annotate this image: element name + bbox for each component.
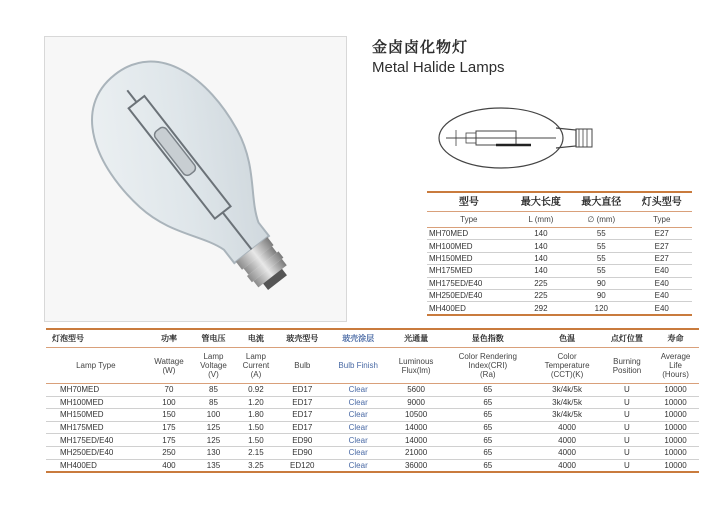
table-cell: Clear xyxy=(327,459,389,472)
header-line: (A) xyxy=(250,370,262,379)
table-cell: 21000 xyxy=(389,446,443,459)
table-row xyxy=(46,384,699,397)
table-cell: 175 xyxy=(146,421,193,434)
table-cell: 4000 xyxy=(532,434,601,447)
table-cell: ED17 xyxy=(277,396,327,409)
table-cell: U xyxy=(602,384,652,397)
main-header-en xyxy=(235,348,277,384)
table-cell: 65 xyxy=(443,434,532,447)
table-cell: MH400ED xyxy=(427,302,511,315)
main-header-cn: 管电压 xyxy=(192,329,234,348)
main-header-en xyxy=(277,348,327,384)
table-cell: E40 xyxy=(632,277,692,289)
table-row xyxy=(427,228,692,240)
main-header-en xyxy=(46,348,146,384)
table-cell: 90 xyxy=(571,289,631,301)
table-cell: Clear xyxy=(327,421,389,434)
table-cell: E40 xyxy=(632,302,692,315)
table-cell: 55 xyxy=(571,228,631,240)
table-cell: Clear xyxy=(327,396,389,409)
spec-header-cn: 最大直径 xyxy=(571,192,631,212)
table-cell: 85 xyxy=(192,396,234,409)
table-cell: MH175ED/E40 xyxy=(46,434,146,447)
table-cell: 1.80 xyxy=(235,409,277,422)
table-cell: 55 xyxy=(571,240,631,252)
page-title-english: Metal Halide Lamps xyxy=(372,59,505,76)
table-cell: 65 xyxy=(443,384,532,397)
main-header-cn: 色温 xyxy=(532,329,601,348)
table-cell: Clear xyxy=(327,434,389,447)
table-row xyxy=(46,446,699,459)
main-header-cn: 点灯位置 xyxy=(602,329,652,348)
spec-header-en-row xyxy=(427,212,692,228)
table-cell: 125 xyxy=(192,434,234,447)
main-header-cn: 玻壳涂层 xyxy=(327,329,389,348)
main-header-cn: 功率 xyxy=(146,329,193,348)
table-cell: 9000 xyxy=(389,396,443,409)
spec-header-en: L (mm) xyxy=(511,212,571,228)
lamp-outline-diagram xyxy=(436,103,601,173)
table-cell: MH150MED xyxy=(427,252,511,264)
table-cell: 2.15 xyxy=(235,446,277,459)
table-cell: 90 xyxy=(571,277,631,289)
table-cell: 4000 xyxy=(532,459,601,472)
table-cell: 140 xyxy=(511,240,571,252)
table-cell: U xyxy=(602,446,652,459)
table-row xyxy=(46,434,699,447)
dimension-spec-table xyxy=(427,191,692,316)
main-header-cn: 电流 xyxy=(235,329,277,348)
table-cell: 175 xyxy=(146,434,193,447)
table-cell: E40 xyxy=(632,289,692,301)
header-line: Lamp Type xyxy=(76,361,116,370)
table-cell: 10000 xyxy=(652,421,699,434)
table-cell: 10500 xyxy=(389,409,443,422)
table-cell: 10000 xyxy=(652,446,699,459)
table-cell: 3k/4k/5k xyxy=(532,396,601,409)
table-cell: 65 xyxy=(443,459,532,472)
header-line: Burning xyxy=(613,356,641,366)
table-cell: 65 xyxy=(443,396,532,409)
table-cell: Clear xyxy=(327,384,389,397)
table-cell: U xyxy=(602,396,652,409)
header-line: Index(CRI) xyxy=(468,361,508,370)
main-header-cn: 灯泡型号 xyxy=(46,329,146,348)
table-cell: 10000 xyxy=(652,384,699,397)
main-header-en xyxy=(327,348,389,384)
table-cell: 140 xyxy=(511,228,571,240)
header-line: Color Rendering xyxy=(458,352,517,361)
lamp-specification-table xyxy=(46,328,699,473)
table-cell: MH100MED xyxy=(46,396,146,409)
table-cell: 100 xyxy=(146,396,193,409)
table-row xyxy=(427,302,692,315)
table-cell: E27 xyxy=(632,228,692,240)
header-line: Lamp xyxy=(245,352,266,361)
main-header-en xyxy=(389,348,443,384)
table-row xyxy=(427,277,692,289)
table-cell: U xyxy=(602,434,652,447)
table-cell: MH70MED xyxy=(427,228,511,240)
table-cell: 4000 xyxy=(532,421,601,434)
main-header-en xyxy=(146,348,193,384)
header-line: Position xyxy=(612,365,642,375)
table-row xyxy=(46,396,699,409)
table-cell: 3k/4k/5k xyxy=(532,409,601,422)
table-cell: 14000 xyxy=(389,434,443,447)
main-header-en xyxy=(443,348,532,384)
table-cell: U xyxy=(602,421,652,434)
table-cell: 70 xyxy=(146,384,193,397)
header-line: Flux(lm) xyxy=(401,365,431,375)
table-cell: 225 xyxy=(511,289,571,301)
table-cell: 14000 xyxy=(389,421,443,434)
table-cell: MH70MED xyxy=(46,384,146,397)
table-cell: 65 xyxy=(443,421,532,434)
metal-halide-lamp-image xyxy=(45,37,346,321)
table-row xyxy=(46,459,699,472)
header-line: Life xyxy=(669,361,682,370)
header-line: Bulb Finish xyxy=(338,361,378,370)
table-cell: 135 xyxy=(192,459,234,472)
header-line: Wattage xyxy=(154,356,184,366)
table-cell: 10000 xyxy=(652,409,699,422)
table-row xyxy=(427,289,692,301)
header-line: Voltage xyxy=(200,361,227,370)
table-cell: 100 xyxy=(192,409,234,422)
header-line: (Ra) xyxy=(480,370,496,379)
table-cell: 10000 xyxy=(652,396,699,409)
table-cell: Clear xyxy=(327,409,389,422)
spec-header-cn: 灯头型号 xyxy=(632,192,692,212)
table-row xyxy=(427,265,692,277)
table-cell: 65 xyxy=(443,409,532,422)
spec-header-cn: 型号 xyxy=(427,192,511,212)
spec-header-cn: 最大长度 xyxy=(511,192,571,212)
table-cell: 400 xyxy=(146,459,193,472)
table-cell: 3.25 xyxy=(235,459,277,472)
table-cell: 0.92 xyxy=(235,384,277,397)
table-cell: MH150MED xyxy=(46,409,146,422)
table-row xyxy=(46,409,699,422)
table-cell: 140 xyxy=(511,252,571,264)
header-line: (Hours) xyxy=(662,370,689,379)
spec-header-en: Type xyxy=(427,212,511,228)
table-cell: 5600 xyxy=(389,384,443,397)
table-cell: 10000 xyxy=(652,459,699,472)
spec-header-en: Type xyxy=(632,212,692,228)
table-cell: ED17 xyxy=(277,409,327,422)
table-row xyxy=(427,252,692,264)
table-cell: E27 xyxy=(632,240,692,252)
header-line: Luminous xyxy=(398,356,434,366)
main-header-cn: 玻壳型号 xyxy=(277,329,327,348)
table-cell: Clear xyxy=(327,446,389,459)
main-header-en xyxy=(602,348,652,384)
main-header-en xyxy=(192,348,234,384)
header-line: Lamp xyxy=(203,352,224,361)
table-cell: 292 xyxy=(511,302,571,315)
table-cell: 250 xyxy=(146,446,193,459)
table-cell: 10000 xyxy=(652,434,699,447)
table-cell: MH400ED xyxy=(46,459,146,472)
page-title-chinese: 金卤卤化物灯 xyxy=(372,38,469,56)
table-row xyxy=(46,421,699,434)
lamp-photo xyxy=(44,36,347,322)
table-cell: U xyxy=(602,459,652,472)
table-cell: 3k/4k/5k xyxy=(532,384,601,397)
table-cell: 1.20 xyxy=(235,396,277,409)
table-cell: 130 xyxy=(192,446,234,459)
main-header-en xyxy=(652,348,699,384)
main-header-en-row xyxy=(46,348,699,384)
spec-header-en: ∅ (mm) xyxy=(571,212,631,228)
header-line: (CCT)(K) xyxy=(550,370,584,379)
header-line: Bulb xyxy=(294,361,311,370)
table-cell: MH250ED/E40 xyxy=(46,446,146,459)
table-cell: ED90 xyxy=(277,446,327,459)
table-cell: 120 xyxy=(571,302,631,315)
table-cell: MH175ED/E40 xyxy=(427,277,511,289)
table-cell: 85 xyxy=(192,384,234,397)
table-cell: 150 xyxy=(146,409,193,422)
main-header-cn-row xyxy=(46,329,699,348)
header-line: Current xyxy=(242,361,270,370)
table-cell: 65 xyxy=(443,446,532,459)
table-cell: 140 xyxy=(511,265,571,277)
table-cell: U xyxy=(602,409,652,422)
table-cell: 36000 xyxy=(389,459,443,472)
table-cell: ED17 xyxy=(277,384,327,397)
table-cell: ED90 xyxy=(277,434,327,447)
spec-header-cn-row xyxy=(427,192,692,212)
table-cell: 1.50 xyxy=(235,434,277,447)
header-line: (W) xyxy=(162,365,176,375)
table-cell: MH175MED xyxy=(46,421,146,434)
table-cell: MH100MED xyxy=(427,240,511,252)
main-header-cn: 显色指数 xyxy=(443,329,532,348)
table-cell: 55 xyxy=(571,252,631,264)
header-line: Color xyxy=(557,352,577,361)
table-cell: 1.50 xyxy=(235,421,277,434)
table-cell: 225 xyxy=(511,277,571,289)
table-cell: ED17 xyxy=(277,421,327,434)
main-header-cn: 光通量 xyxy=(389,329,443,348)
table-cell: MH175MED xyxy=(427,265,511,277)
table-cell: 125 xyxy=(192,421,234,434)
table-cell: ED120 xyxy=(277,459,327,472)
header-line: (V) xyxy=(208,370,219,379)
header-line: Temperature xyxy=(544,361,590,370)
main-header-cn: 寿命 xyxy=(652,329,699,348)
table-cell: E40 xyxy=(632,265,692,277)
header-line: Average xyxy=(660,352,691,361)
table-cell: 4000 xyxy=(532,446,601,459)
table-cell: E27 xyxy=(632,252,692,264)
main-header-en xyxy=(532,348,601,384)
table-row xyxy=(427,240,692,252)
table-cell: MH250ED/E40 xyxy=(427,289,511,301)
table-cell: 55 xyxy=(571,265,631,277)
